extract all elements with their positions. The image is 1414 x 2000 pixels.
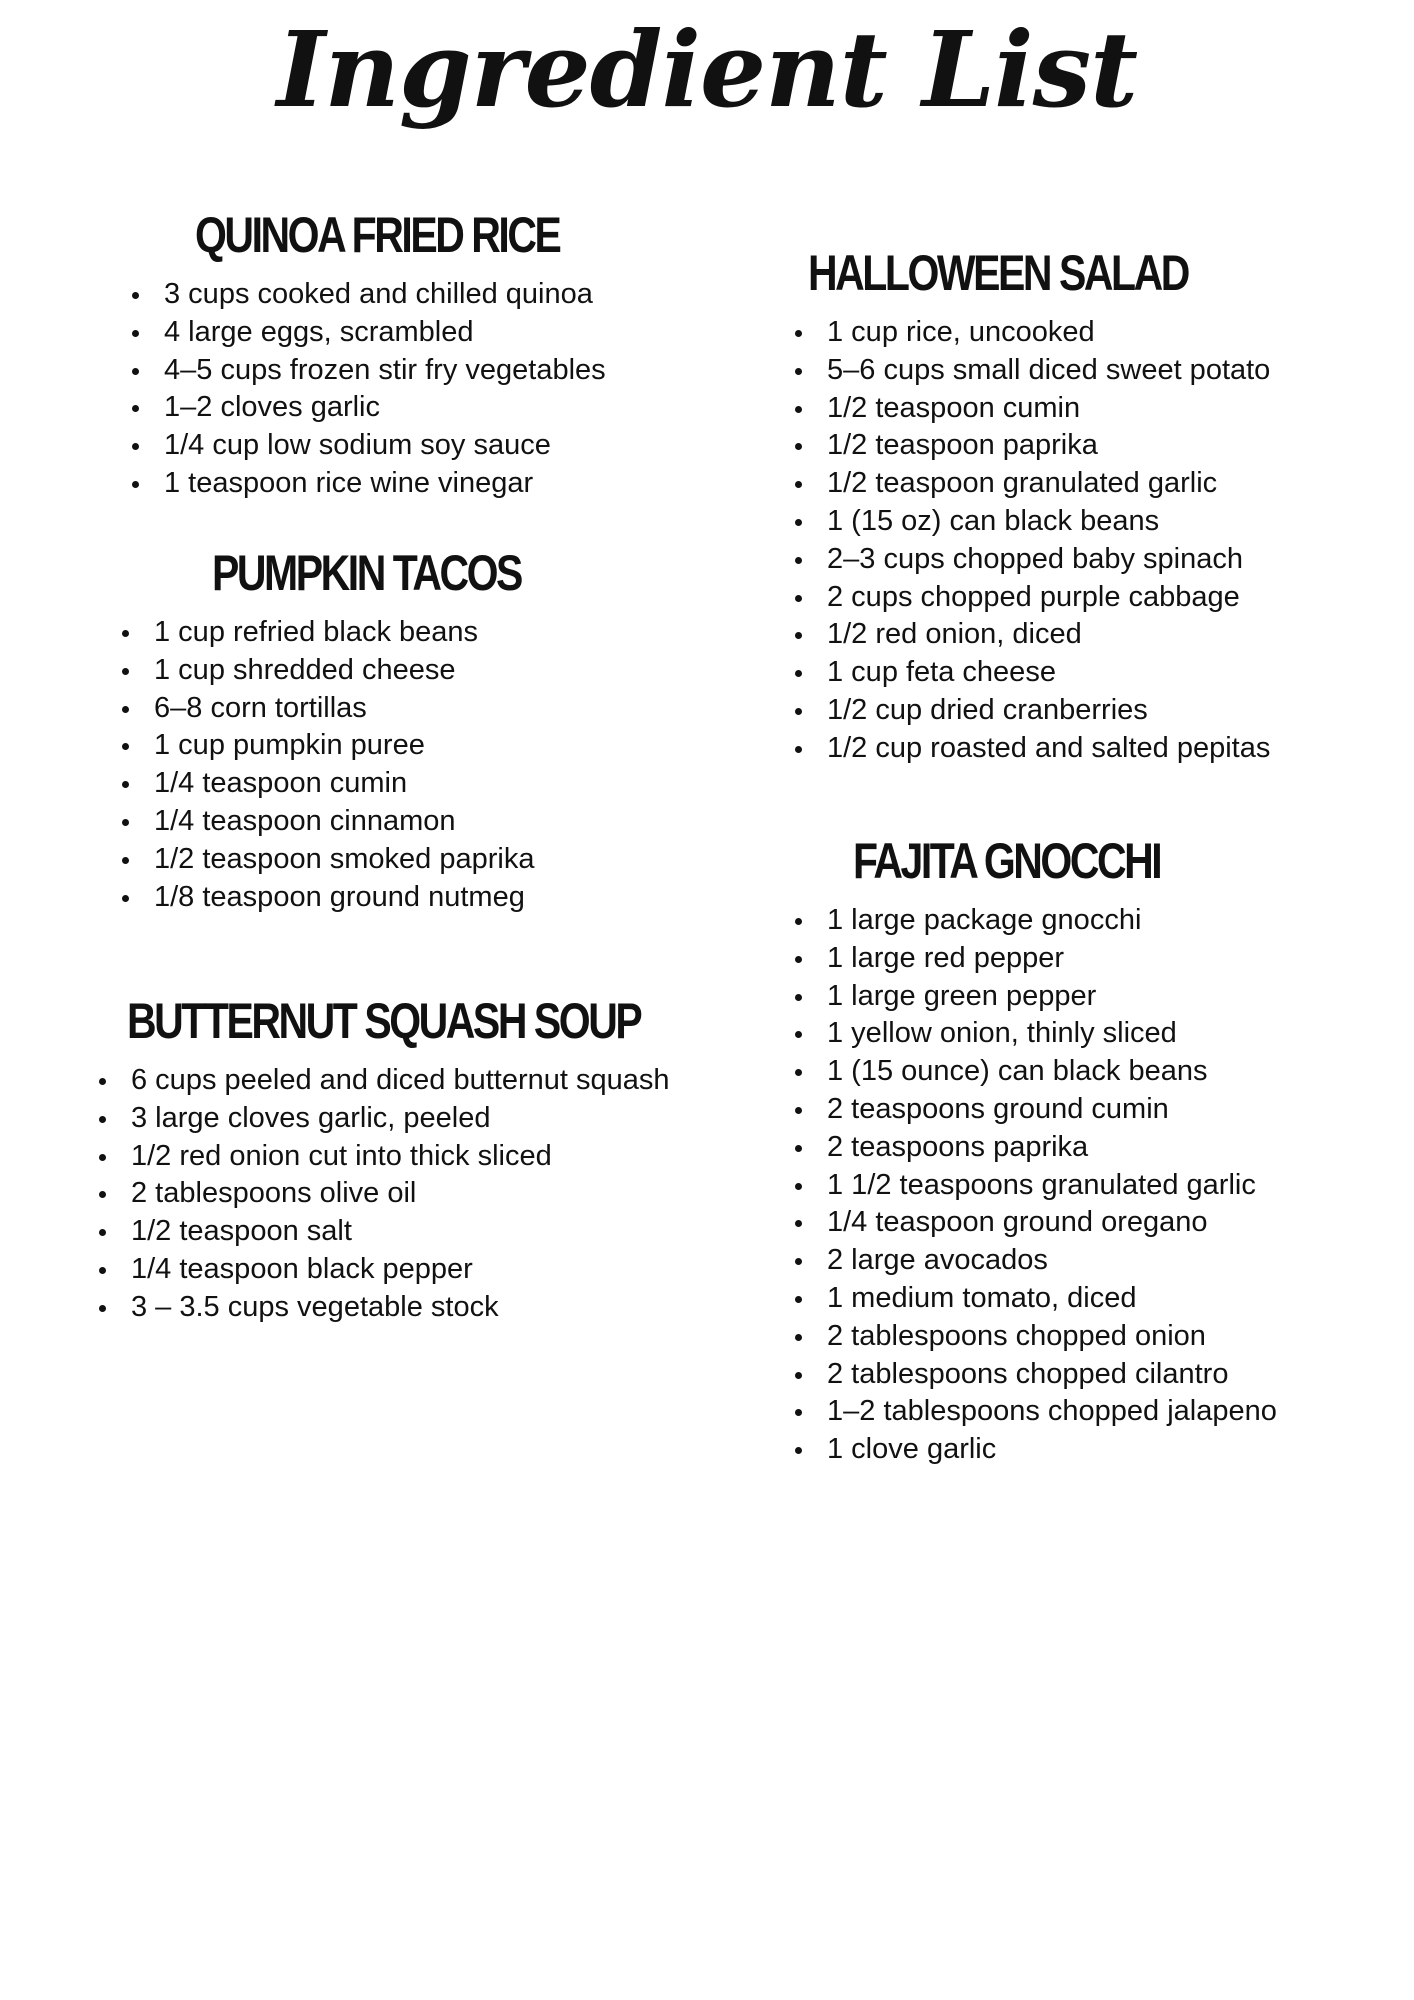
- ingredient-item: 1/4 teaspoon black pepper: [97, 1251, 753, 1289]
- ingredient-item: 2 teaspoons paprika: [793, 1129, 1277, 1167]
- ingredient-item: 2 teaspoons ground cumin: [793, 1091, 1277, 1129]
- recipe-heading: PUMPKIN TACOS: [212, 545, 521, 601]
- ingredient-item: 4 large eggs, scrambled: [130, 314, 639, 352]
- ingredient-item: 3 cups cooked and chilled quinoa: [130, 276, 639, 314]
- ingredient-item: 4–5 cups frozen stir fry vegetables: [130, 352, 639, 390]
- ingredient-item: 1 (15 ounce) can black beans: [793, 1053, 1277, 1091]
- recipe-halloween-salad: [793, 245, 1271, 768]
- ingredient-item: 1/2 teaspoon smoked paprika: [120, 841, 589, 879]
- recipe-heading: QUINOA FRIED RICE: [195, 207, 560, 263]
- ingredient-item: 1/2 teaspoon paprika: [793, 427, 1271, 465]
- ingredient-item: 1–2 cloves garlic: [130, 389, 639, 427]
- ingredient-item: 1 cup pumpkin puree: [120, 727, 589, 765]
- ingredient-item: 1/4 teaspoon cumin: [120, 765, 589, 803]
- ingredient-item: 1 large red pepper: [793, 940, 1277, 978]
- ingredient-item: 1 (15 oz) can black beans: [793, 503, 1271, 541]
- ingredient-item: 1 medium tomato, diced: [793, 1280, 1277, 1318]
- ingredient-item: 2–3 cups chopped baby spinach: [793, 541, 1271, 579]
- ingredient-item: 1/2 teaspoon cumin: [793, 390, 1271, 428]
- ingredient-item: 5–6 cups small diced sweet potato: [793, 352, 1271, 390]
- recipe-pumpkin-tacos: [120, 545, 589, 916]
- ingredient-item: 1/4 teaspoon cinnamon: [120, 803, 589, 841]
- ingredient-item: 2 cups chopped purple cabbage: [793, 579, 1271, 617]
- recipe-fajita-gnocchi: [793, 833, 1277, 1469]
- ingredient-item: 1 clove garlic: [793, 1431, 1277, 1469]
- recipe-heading: HALLOWEEN SALAD: [808, 245, 1188, 301]
- recipe-heading: FAJITA GNOCCHI: [853, 833, 1161, 889]
- ingredient-list: [97, 1062, 753, 1327]
- ingredient-item: 1/2 teaspoon granulated garlic: [793, 465, 1271, 503]
- ingredient-item: 2 large avocados: [793, 1242, 1277, 1280]
- ingredient-item: 1 teaspoon rice wine vinegar: [130, 465, 639, 503]
- ingredient-item: 1 cup shredded cheese: [120, 652, 589, 690]
- recipe-quinoa-fried-rice: [130, 207, 639, 503]
- ingredient-item: 1–2 tablespoons chopped jalapeno: [793, 1393, 1277, 1431]
- ingredient-item: 1/4 teaspoon ground oregano: [793, 1204, 1277, 1242]
- ingredient-item: 1 large green pepper: [793, 978, 1277, 1016]
- ingredient-item: 1/2 red onion, diced: [793, 616, 1271, 654]
- ingredient-list: [120, 614, 589, 916]
- ingredient-item: 2 tablespoons chopped cilantro: [793, 1356, 1277, 1394]
- ingredient-item: 1 large package gnocchi: [793, 902, 1277, 940]
- ingredient-list: [793, 314, 1271, 768]
- ingredient-item: 1 cup refried black beans: [120, 614, 589, 652]
- ingredient-item: 6 cups peeled and diced butternut squash: [97, 1062, 753, 1100]
- ingredient-item: 3 large cloves garlic, peeled: [97, 1100, 753, 1138]
- recipe-butternut-squash-soup: [97, 993, 753, 1327]
- ingredient-item: 1/2 red onion cut into thick sliced: [97, 1138, 753, 1176]
- ingredient-item: 3 – 3.5 cups vegetable stock: [97, 1289, 753, 1327]
- ingredient-item: 1/4 cup low sodium soy sauce: [130, 427, 639, 465]
- ingredient-list: [793, 902, 1277, 1469]
- ingredient-item: 1 yellow onion, thinly sliced: [793, 1015, 1277, 1053]
- page-title: Ingredient List: [276, 8, 1138, 131]
- ingredient-item: 1 cup rice, uncooked: [793, 314, 1271, 352]
- ingredient-item: 1/2 cup roasted and salted pepitas: [793, 730, 1271, 768]
- ingredient-list: [130, 276, 639, 503]
- recipe-heading: BUTTERNUT SQUASH SOUP: [127, 993, 641, 1049]
- ingredient-item: 1/2 cup dried cranberries: [793, 692, 1271, 730]
- ingredient-item: 1 1/2 teaspoons granulated garlic: [793, 1167, 1277, 1205]
- ingredient-item: 2 tablespoons olive oil: [97, 1175, 753, 1213]
- ingredient-item: 1 cup feta cheese: [793, 654, 1271, 692]
- ingredient-item: 6–8 corn tortillas: [120, 690, 589, 728]
- ingredient-item: 1/8 teaspoon ground nutmeg: [120, 879, 589, 917]
- ingredient-item: 2 tablespoons chopped onion: [793, 1318, 1277, 1356]
- ingredient-item: 1/2 teaspoon salt: [97, 1213, 753, 1251]
